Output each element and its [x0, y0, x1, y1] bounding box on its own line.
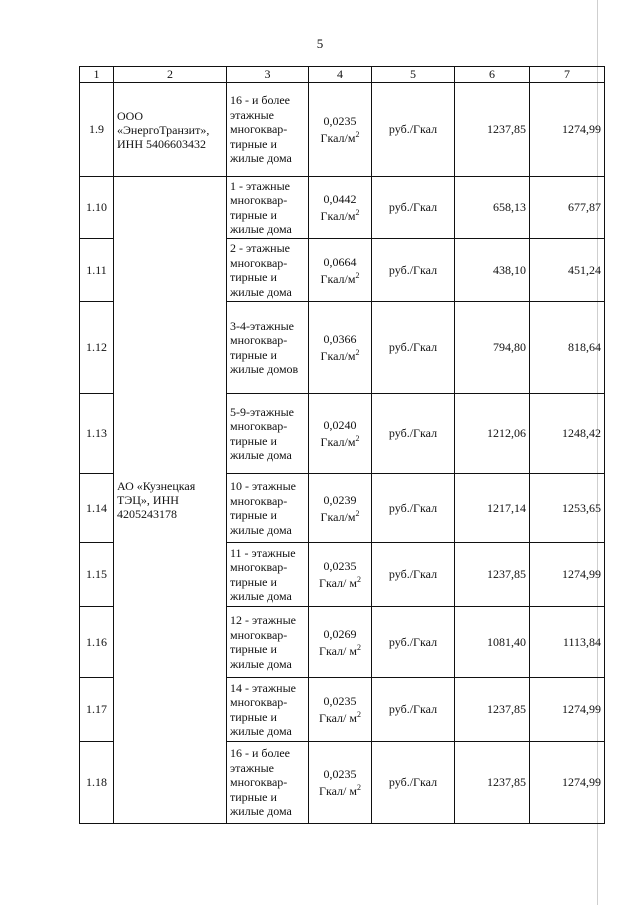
- header-cell: 4: [309, 67, 372, 83]
- norm-unit-exponent: 2: [355, 348, 360, 357]
- header-cell: 7: [530, 67, 605, 83]
- norm-unit: Гкал/ м: [319, 576, 357, 590]
- unit-cell: руб./Гкал: [372, 742, 455, 824]
- tariff-value-1: 438,10: [455, 239, 530, 302]
- category-cell: 14 - этажные многоквар-тирные и жилые дома: [227, 678, 309, 742]
- category-cell: 2 - этажные многоквар-тирные и жилые дома: [227, 239, 309, 302]
- category-cell: 11 - этажные многоквар-тирные и жилые дома: [227, 543, 309, 607]
- norm-unit: Гкал/ м: [319, 784, 357, 798]
- norm-unit-exponent: 2: [356, 642, 361, 652]
- norm-value: 0,0235: [323, 114, 357, 128]
- row-number: 1.15: [80, 543, 114, 607]
- unit-cell: руб./Гкал: [372, 239, 455, 302]
- category-cell: 10 - этажные многоквар-тирные и жилые дома: [227, 474, 309, 543]
- row-number: 1.18: [80, 742, 114, 824]
- tariff-table: [79, 66, 605, 824]
- norm-unit-exponent: 2: [356, 575, 361, 584]
- table-body: [80, 83, 605, 824]
- norm-cell: [309, 607, 372, 678]
- norm-value: 0,0269: [323, 626, 357, 641]
- category-cell: 16 - и более этажные многоквар-тирные и жилые дома: [227, 83, 309, 177]
- tariff-value-1: 658,13: [455, 177, 530, 239]
- norm-cell: [309, 394, 372, 474]
- tariff-value-2: 1274,99: [530, 543, 605, 607]
- norm-value: 0,0664: [323, 254, 357, 269]
- row-number: 1.10: [80, 177, 114, 239]
- norm-unit: Гкал/ м: [319, 643, 357, 658]
- norm-unit: Гкал/м: [320, 209, 356, 223]
- unit-cell: руб./Гкал: [372, 302, 455, 394]
- tariff-value-1: 1237,85: [455, 678, 530, 742]
- page-number: 5: [316, 36, 324, 51]
- tariff-value-2: 1274,99: [530, 678, 605, 742]
- category-cell: 3-4-этажные многоквар-тирные и жилые домов: [227, 302, 309, 394]
- tariff-value-1: 1237,85: [455, 543, 530, 607]
- norm-value: 0,0442: [323, 192, 357, 206]
- row-number: 1.12: [80, 302, 114, 394]
- unit-cell: руб./Гкал: [372, 543, 455, 607]
- norm-unit-exponent: 2: [355, 508, 360, 518]
- organization-cell: ООО «ЭнергоТранзит», ИНН 5406603432: [114, 83, 227, 177]
- norm-unit: Гкал/ м: [319, 711, 357, 725]
- tariff-value-1: 1217,14: [455, 474, 530, 543]
- norm-cell: [309, 177, 372, 239]
- header-cell: 6: [455, 67, 530, 83]
- header-cell: 5: [372, 67, 455, 83]
- norm-unit-exponent: 2: [355, 208, 360, 217]
- table-row: [80, 83, 605, 177]
- norm-value: 0,0366: [323, 332, 357, 346]
- norm-cell: [309, 543, 372, 607]
- tariff-value-2: 1274,99: [530, 83, 605, 177]
- tariff-value-2: 451,24: [530, 239, 605, 302]
- norm-unit-exponent: 2: [355, 270, 360, 280]
- norm-cell: [309, 678, 372, 742]
- norm-cell: [309, 474, 372, 543]
- unit-cell: руб./Гкал: [372, 83, 455, 177]
- tariff-value-2: 1248,42: [530, 394, 605, 474]
- unit-cell: руб./Гкал: [372, 177, 455, 239]
- unit-cell: руб./Гкал: [372, 678, 455, 742]
- table-header: [80, 67, 605, 83]
- merged-organization-cell: АО «Кузнецкая ТЭЦ», ИНН 4205243178: [114, 177, 227, 824]
- tariff-value-1: 1081,40: [455, 607, 530, 678]
- unit-cell: руб./Гкал: [372, 474, 455, 543]
- row-number: 1.14: [80, 474, 114, 543]
- header-cell: 3: [227, 67, 309, 83]
- norm-unit: Гкал/м: [320, 271, 356, 286]
- norm-unit-exponent: 2: [355, 130, 360, 139]
- norm-value: 0,0239: [323, 492, 357, 507]
- tariff-value-1: 1212,06: [455, 394, 530, 474]
- header-row: [80, 67, 605, 83]
- norm-cell: [309, 239, 372, 302]
- row-number: 1.16: [80, 607, 114, 678]
- row-number: 1.17: [80, 678, 114, 742]
- tariff-value-2: 818,64: [530, 302, 605, 394]
- norm-value: 0,0235: [323, 694, 357, 708]
- category-cell: 16 - и более этажные многоквар-тирные и жилые дома: [227, 742, 309, 824]
- header-cell: 1: [80, 67, 114, 83]
- norm-cell: [309, 83, 372, 177]
- row-number: 1.13: [80, 394, 114, 474]
- row-number: 1.11: [80, 239, 114, 302]
- tariff-value-2: 677,87: [530, 177, 605, 239]
- tariff-value-1: 794,80: [455, 302, 530, 394]
- norm-unit: Гкал/м: [320, 435, 356, 449]
- category-cell: 12 - этажные многоквар-тирные и жилые дома: [227, 607, 309, 678]
- norm-unit-exponent: 2: [355, 434, 360, 443]
- norm-unit: Гкал/м: [320, 349, 356, 363]
- norm-value: 0,0240: [323, 418, 357, 432]
- tariff-value-2: 1113,84: [530, 607, 605, 678]
- row-number: 1.9: [80, 83, 114, 177]
- norm-unit-exponent: 2: [356, 783, 361, 792]
- unit-cell: руб./Гкал: [372, 607, 455, 678]
- norm-cell: [309, 302, 372, 394]
- norm-value: 0,0235: [323, 767, 357, 781]
- tariff-value-1: 1237,85: [455, 742, 530, 824]
- table-row: [80, 177, 605, 239]
- tariff-value-2: 1274,99: [530, 742, 605, 824]
- norm-unit: Гкал/м: [320, 131, 356, 145]
- unit-cell: руб./Гкал: [372, 394, 455, 474]
- norm-unit-exponent: 2: [356, 710, 361, 719]
- category-cell: 1 - этажные многоквар-тирные и жилые дома: [227, 177, 309, 239]
- norm-value: 0,0235: [323, 559, 357, 573]
- tariff-value-2: 1253,65: [530, 474, 605, 543]
- tariff-value-1: 1237,85: [455, 83, 530, 177]
- norm-unit: Гкал/м: [320, 509, 356, 524]
- header-cell: 2: [114, 67, 227, 83]
- norm-cell: [309, 742, 372, 824]
- category-cell: 5-9-этажные многоквар-тирные и жилые дома: [227, 394, 309, 474]
